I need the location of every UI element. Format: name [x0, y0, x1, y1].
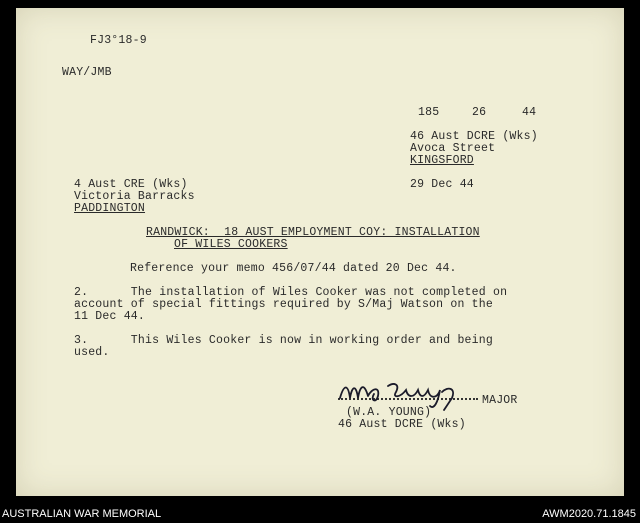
subject-line-2: OF WILES COOKERS: [174, 238, 288, 251]
para3-line-2: used.: [74, 346, 110, 359]
para2-line-1: 2. The installation of Wiles Cooker was not completed on: [74, 286, 508, 299]
document-page: [16, 8, 624, 496]
file-reference: FJ3°18-9: [90, 34, 147, 47]
ref-number-1: 185: [418, 106, 440, 119]
signatory-rank: MAJOR: [482, 394, 518, 407]
signatory-name: (W.A. YOUNG): [346, 406, 432, 419]
reference-line: Reference your memo 456/07/44 dated 20 Dec 44.: [130, 262, 457, 275]
ref-number-3: 44: [522, 106, 537, 119]
para2-line-3: 11 Dec 44.: [74, 310, 146, 323]
typist-initials: WAY/JMB: [62, 66, 112, 79]
letter-date: 29 Dec 44: [410, 178, 474, 191]
ref-number-2: 26: [472, 106, 487, 119]
sender-street: Avoca Street: [410, 142, 496, 155]
sender-suburb: KINGSFORD: [410, 154, 474, 167]
addressee-suburb: PADDINGTON: [74, 202, 146, 215]
addressee-unit: 4 Aust CRE (Wks): [74, 178, 188, 191]
footer-accession-number: AWM2020.71.1845: [542, 508, 636, 520]
addressee-location: Victoria Barracks: [74, 190, 195, 203]
sender-unit: 46 Aust DCRE (Wks): [410, 130, 538, 143]
subject-line-1: RANDWICK: 18 AUST EMPLOYMENT COY: INSTALLATION: [146, 226, 480, 239]
para2-line-2: account of special fittings required by S/Maj Watson on the: [74, 298, 493, 311]
para3-line-1: 3. This Wiles Cooker is now in working order and being: [74, 334, 493, 347]
footer-institution: AUSTRALIAN WAR MEMORIAL: [2, 508, 162, 520]
signatory-unit: 46 Aust DCRE (Wks): [338, 418, 466, 431]
